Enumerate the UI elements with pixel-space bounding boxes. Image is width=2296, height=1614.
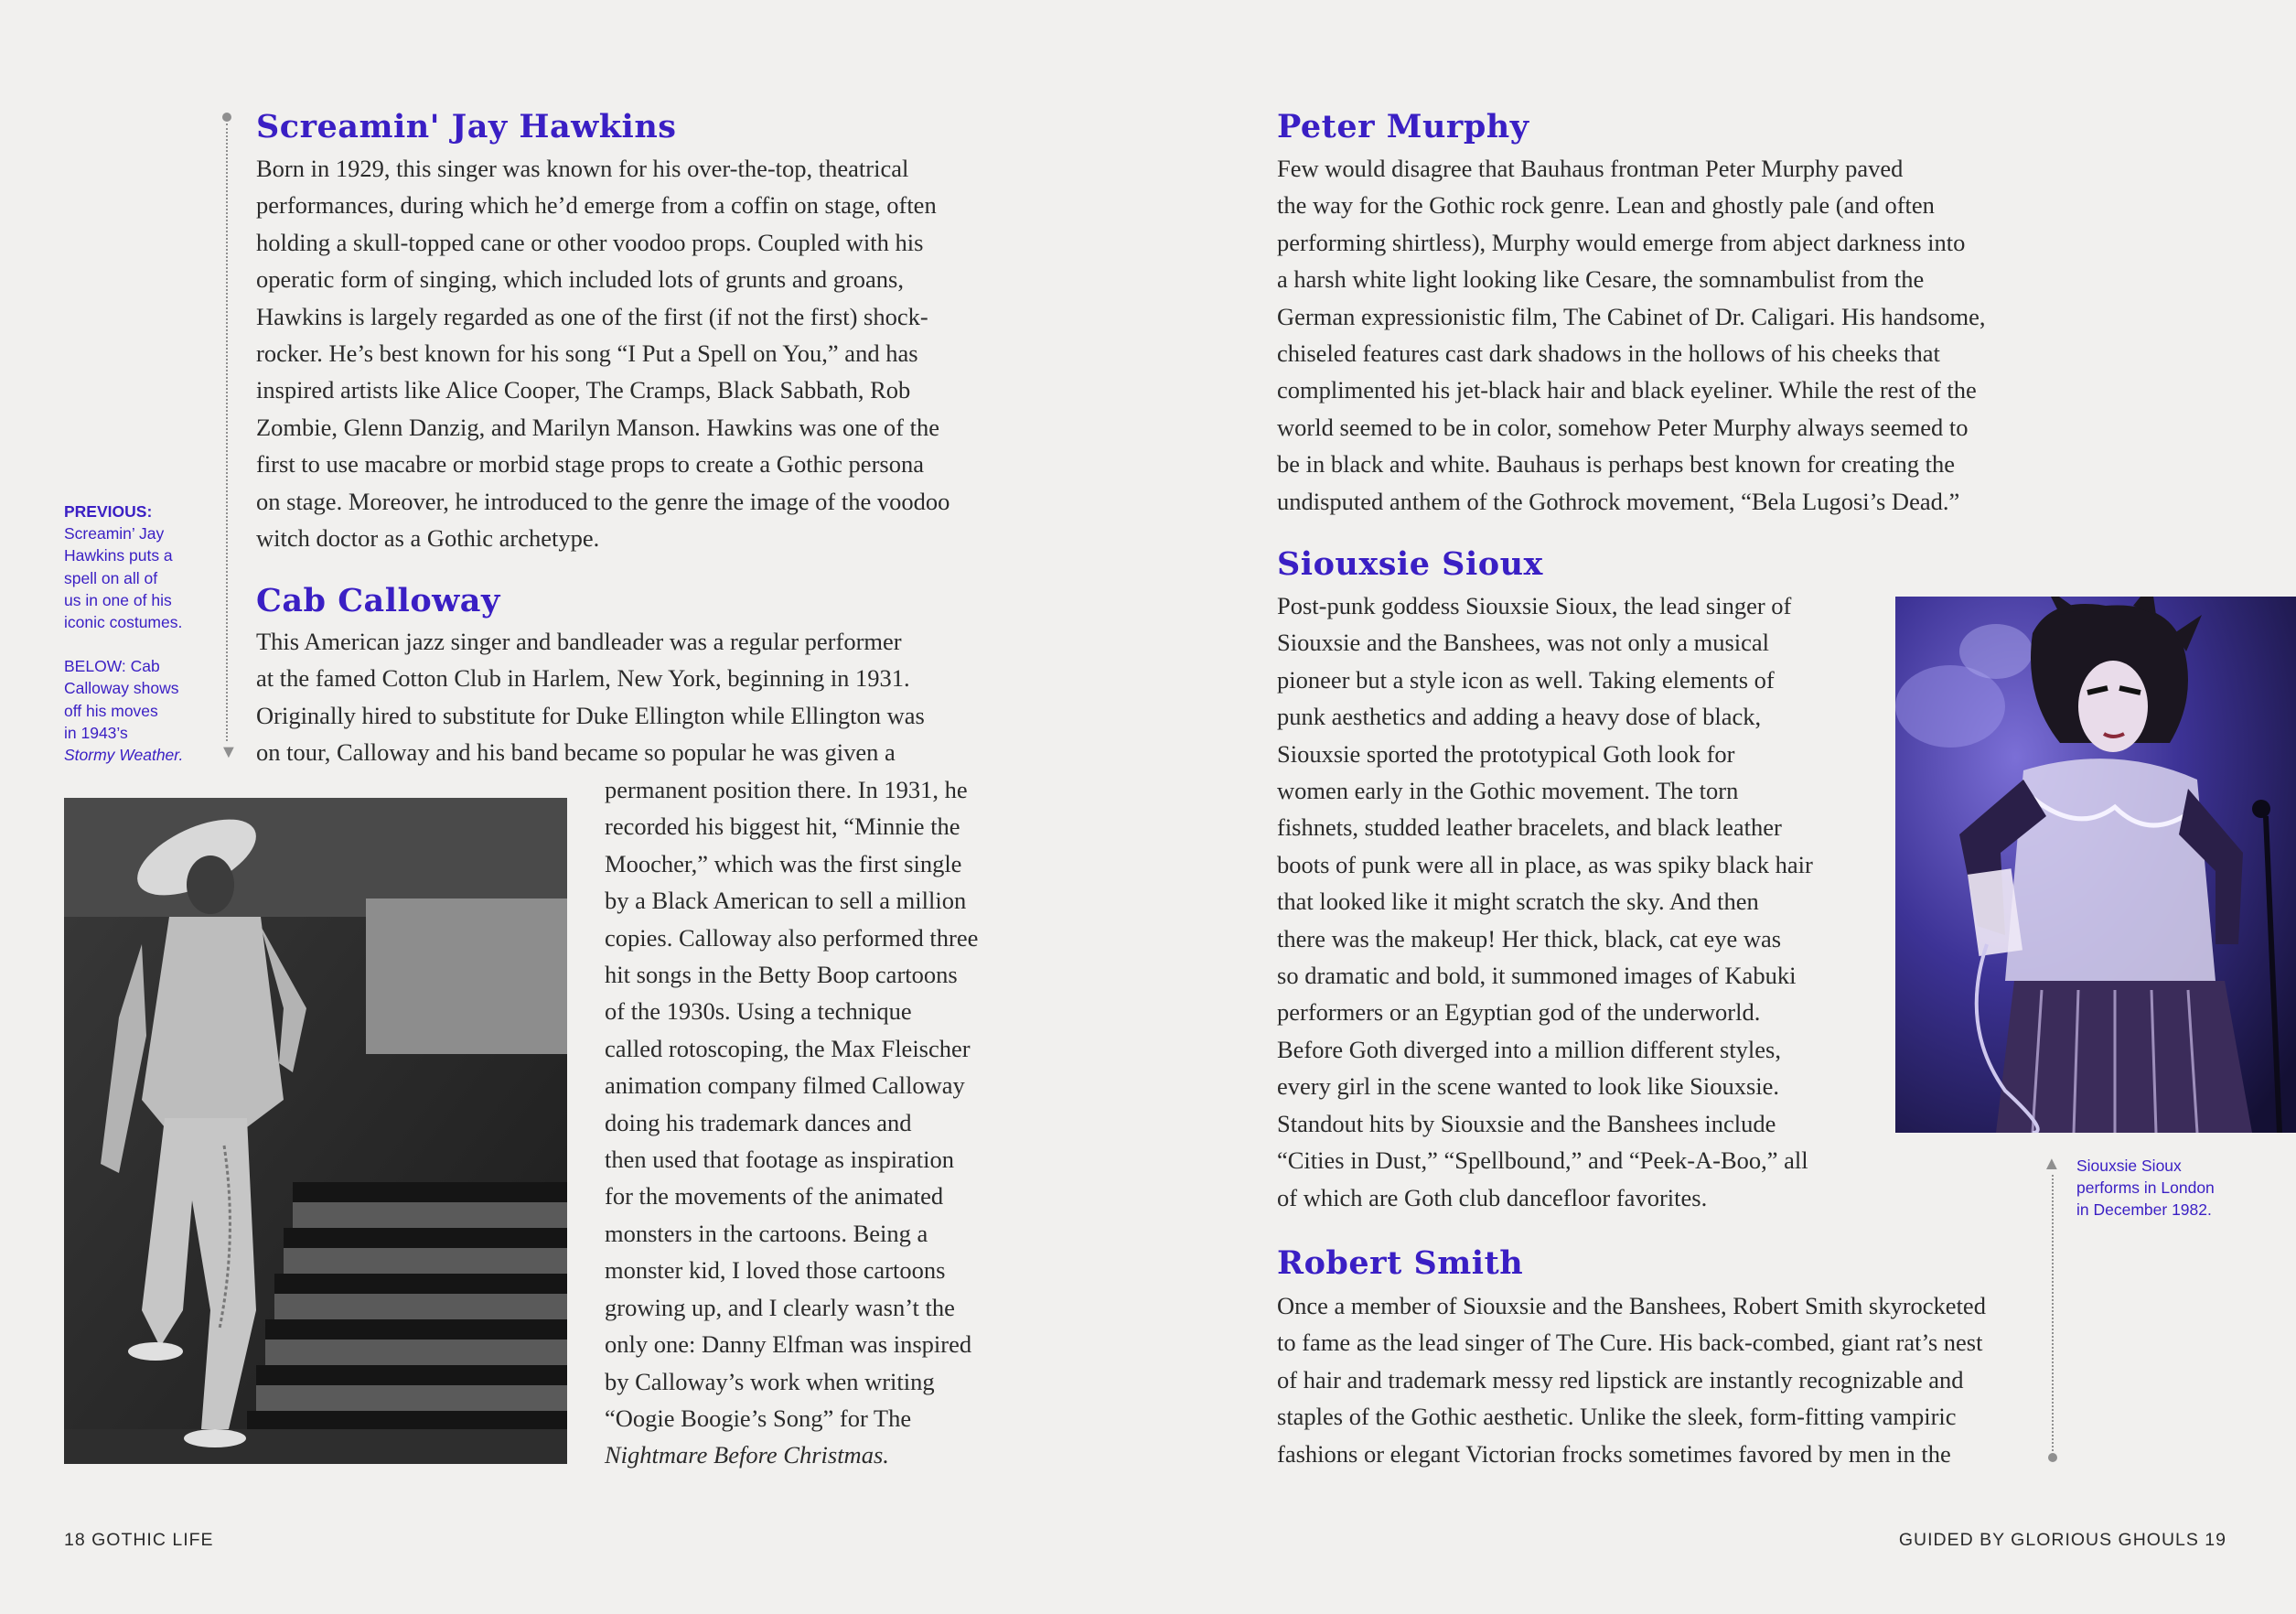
calloway-line: by a Black American to sell a million (605, 887, 967, 915)
smith-line: to fame as the lead singer of The Cure. His back-combed, giant rat’s nest (1277, 1329, 1983, 1357)
caption-line: iconic costumes. (64, 613, 183, 632)
calloway-body-full (256, 623, 925, 771)
calloway-line: by Calloway’s work when writing (605, 1367, 935, 1395)
calloway-line: animation company filmed Calloway (605, 1071, 965, 1100)
calloway-heading: Cab Calloway (256, 582, 500, 619)
murphy-line: the way for the Gothic rock genre. Lean and ghostly pale (and often (1277, 191, 1935, 220)
caption-line: Siouxsie Sioux (2076, 1157, 2182, 1175)
calloway-line: doing his trademark dances and (605, 1108, 912, 1136)
siouxsie-line: performers or an Egyptian god of the underworld. (1277, 998, 1761, 1027)
left-folio: 18 GOTHIC LIFE (64, 1530, 214, 1550)
hawkins-line: inspired artists like Alice Cooper, The Cramps, Black Sabbath, Rob (256, 376, 911, 404)
calloway-line: recorded his biggest hit, “Minnie the (605, 812, 960, 841)
siouxsie-line: that looked like it might scratch the sky. And then (1277, 888, 1759, 916)
calloway-line: on tour, Calloway and his band became so popular he was given a (256, 738, 896, 767)
smith-body (1277, 1287, 1986, 1472)
calloway-line: for the movements of the animated (605, 1182, 944, 1210)
murphy-line: a harsh white light looking like Cesare, the somnambulist from the (1277, 265, 1925, 294)
leader-line (2052, 1175, 2054, 1451)
calloway-line: only one: Danny Elfman was inspired (605, 1330, 972, 1359)
caption-line: Hawkins puts a (64, 546, 173, 565)
murphy-line: undisputed anthem of the Gothrock movement, “Bela Lugosi’s Dead.” (1277, 487, 1960, 515)
hawkins-line: holding a skull-topped cane or other voodoo props. Coupled with his (256, 228, 924, 256)
caption-line: us in one of his (64, 590, 172, 609)
arrow-down-icon: ▼ (220, 742, 238, 762)
siouxsie-line: there was the makeup! Her thick, black, cat eye was (1277, 924, 1782, 952)
hawkins-line: Zombie, Glenn Danzig, and Marilyn Manson. Hawkins was one of the (256, 413, 939, 441)
calloway-line: “Oogie Boogie’s Song” for The (605, 1404, 912, 1432)
siouxsie-body (1277, 587, 1813, 1216)
siouxsie-line: Post-punk goddess Siouxsie Sioux, the lead singer of (1277, 592, 1792, 619)
caption-previous-label: PREVIOUS: (64, 502, 153, 521)
siouxsie-line: pioneer but a style icon as well. Taking elements of (1277, 665, 1775, 694)
cab-calloway-photo (64, 798, 567, 1464)
siouxsie-line: Siouxsie and the Banshees, was not only a musical (1277, 629, 1770, 657)
calloway-line: called rotoscoping, the Max Fleischer (605, 1034, 971, 1062)
smith-line: fashions or elegant Victorian frocks sometimes favored by men in the (1277, 1439, 1951, 1468)
murphy-line: performing shirtless), Murphy would emerge from abject darkness into (1277, 228, 1966, 256)
calloway-line: copies. Calloway also performed three (605, 923, 979, 952)
calloway-line: This American jazz singer and bandleader was a regular performer (256, 628, 902, 655)
siouxsie-caption (2076, 1155, 2215, 1221)
caption-line: spell on all of (64, 568, 158, 587)
hawkins-body (256, 150, 950, 556)
leader-dot (222, 113, 231, 122)
siouxsie-sioux-photo (1895, 597, 2296, 1133)
murphy-heading: Peter Murphy (1277, 108, 1529, 145)
hawkins-heading: Screamin' Jay Hawkins (256, 108, 677, 145)
murphy-line: German expressionistic film, The Cabinet of Dr. Caligari. His handsome, (1277, 302, 1986, 330)
leader-line (226, 124, 228, 741)
calloway-body-narrow (605, 771, 978, 1474)
caption-line: Screamin’ Jay (64, 524, 165, 543)
leader-dot (2048, 1453, 2057, 1462)
calloway-line: at the famed Cotton Club in Harlem, New York, beginning in 1931. (256, 664, 910, 693)
murphy-line: complimented his jet-black hair and black eyeliner. While the rest of the (1277, 376, 1977, 404)
caption-line: in 1943’s (64, 723, 128, 742)
siouxsie-line: boots of punk were all in place, as was spiky black hair (1277, 850, 1813, 878)
calloway-line: permanent position there. In 1931, he (605, 776, 968, 803)
hawkins-line: first to use macabre or morbid stage props to create a Gothic persona (256, 450, 924, 479)
siouxsie-line: Standout hits by Siouxsie and the Banshees include (1277, 1109, 1776, 1137)
right-folio: GUIDED BY GLORIOUS GHOULS 19 (1898, 1530, 2226, 1550)
siouxsie-line: women early in the Gothic movement. The torn (1277, 777, 1739, 805)
murphy-line: world seemed to be in color, somehow Peter Murphy always seemed to (1277, 413, 1969, 441)
hawkins-line: on stage. Moreover, he introduced to the genre the image of the voodoo (256, 487, 950, 515)
hawkins-line: operatic form of singing, which included lots of grunts and groans, (256, 265, 904, 294)
murphy-line: chiseled features cast dark shadows in the hollows of his cheeks that (1277, 339, 1940, 368)
calloway-line: Nightmare Before Christmas. (605, 1441, 889, 1469)
siouxsie-line: so dramatic and bold, it summoned images of Kabuki (1277, 962, 1797, 990)
hawkins-line: performances, during which he’d emerge from a coffin on stage, often (256, 191, 937, 220)
murphy-line: be in black and white. Bauhaus is perhaps best known for creating the (1277, 450, 1956, 479)
siouxsie-line: Before Goth diverged into a million different styles, (1277, 1035, 1781, 1063)
calloway-line: Moocher,” which was the first single (605, 849, 962, 877)
smith-line: of hair and trademark messy red lipstick are instantly recognizable and (1277, 1365, 1964, 1393)
hawkins-line: rocker. He’s best known for his song “I Put a Spell on You,” and has (256, 339, 918, 368)
hawkins-line: witch doctor as a Gothic archetype. (256, 524, 600, 553)
smith-line: staples of the Gothic aesthetic. Unlike the sleek, form-fitting vampiric (1277, 1403, 1957, 1431)
murphy-body (1277, 150, 1985, 520)
siouxsie-line: fishnets, studded leather bracelets, and black leather (1277, 813, 1782, 842)
murphy-line: Few would disagree that Bauhaus frontman Peter Murphy paved (1277, 155, 1904, 182)
calloway-line: growing up, and I clearly wasn’t the (605, 1293, 955, 1321)
left-captions (64, 500, 183, 766)
siouxsie-line: “Cities in Dust,” “Spellbound,” and “Peek-A-Boo,” all (1277, 1146, 1808, 1175)
smith-heading: Robert Smith (1277, 1244, 1524, 1282)
smith-line: Once a member of Siouxsie and the Banshees, Robert Smith skyrocketed (1277, 1292, 1986, 1319)
arrow-up-icon: ▲ (2043, 1154, 2061, 1174)
caption-line: Stormy Weather. (64, 746, 184, 765)
calloway-line: hit songs in the Betty Boop cartoons (605, 961, 958, 989)
siouxsie-line: every girl in the scene wanted to look like Siouxsie. (1277, 1072, 1780, 1101)
calloway-line: then used that footage as inspiration (605, 1146, 954, 1174)
caption-line: BELOW: Cab (64, 657, 160, 676)
hawkins-line: Born in 1929, this singer was known for his over-the-top, theatrical (256, 155, 909, 182)
calloway-line: monster kid, I loved those cartoons (605, 1256, 946, 1285)
hawkins-line: Hawkins is largely regarded as one of the first (if not the first) shock- (256, 302, 928, 330)
caption-line: Calloway shows (64, 679, 179, 698)
calloway-line: Originally hired to substitute for Duke Ellington while Ellington was (256, 701, 925, 729)
siouxsie-line: Siouxsie sported the prototypical Goth look for (1277, 739, 1735, 768)
caption-line: off his moves (64, 701, 158, 720)
siouxsie-line: punk aesthetics and adding a heavy dose of black, (1277, 703, 1762, 731)
siouxsie-heading: Siouxsie Sioux (1277, 545, 1543, 583)
siouxsie-line: of which are Goth club dancefloor favorites. (1277, 1183, 1708, 1211)
calloway-line: of the 1930s. Using a technique (605, 997, 912, 1026)
caption-line: performs in London (2076, 1178, 2215, 1198)
caption-line: in December 1982. (2076, 1200, 2212, 1220)
calloway-line: monsters in the cartoons. Being a (605, 1219, 928, 1247)
